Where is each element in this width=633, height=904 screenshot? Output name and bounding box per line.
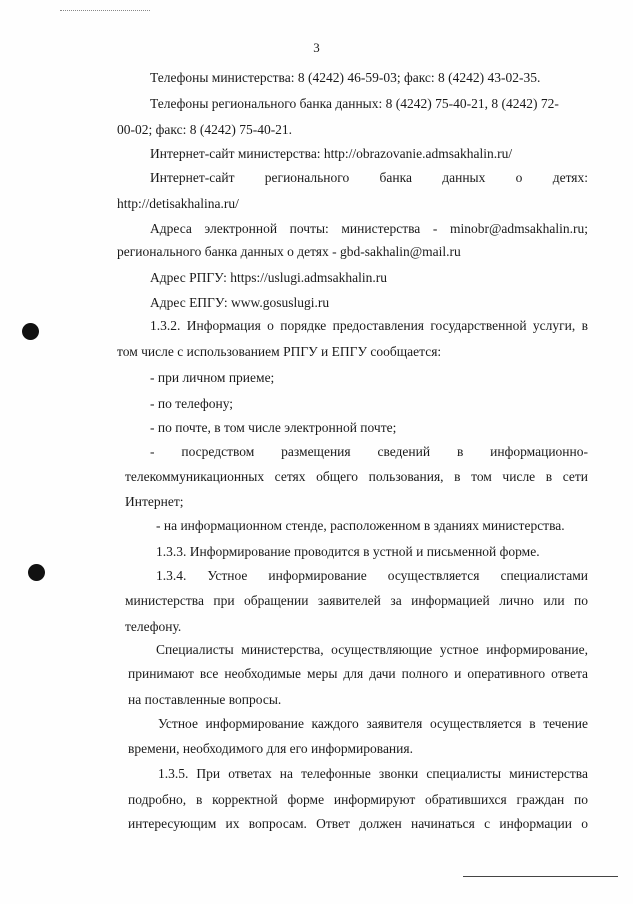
list-item: - при личном приеме; (150, 370, 275, 385)
text-line: Специалисты министерства, осуществляющие устное информирование, (156, 642, 588, 657)
text-line: времени, необходимого для его информирования. (128, 741, 413, 756)
punch-hole (28, 564, 45, 581)
text-line: Телефоны регионального банка данных: 8 (4242) 75-40-21, 8 (4242) 72- (150, 96, 559, 111)
page-number: 3 (313, 40, 320, 55)
text-line: 1.3.4. Устное информирование осуществляется специалистами (156, 568, 588, 583)
list-item: - посредством размещения сведений в информационно- (150, 444, 588, 459)
text-line: 1.3.5. При ответах на телефонные звонки специалисты министерства (158, 766, 588, 781)
text-line: Устное информирование каждого заявителя осуществляется в течение (158, 716, 588, 731)
list-item: - по телефону; (150, 396, 234, 411)
scan-edge-line (463, 876, 618, 877)
text-line: министерства при обращении заявителей за информацией лично или по (125, 593, 588, 608)
text-line: принимают все необходимые меры для дачи полного и оперативного ответа (128, 666, 588, 681)
text-line: Интернет-сайт регионального банка данных о детях: (150, 170, 588, 185)
text-line: Интернет-сайт министерства: http://obrazovanie.admsakhalin.ru/ (150, 146, 513, 161)
text-line: 1.3.2. Информация о порядке предоставления государственной услуги, в (150, 318, 588, 333)
text-line: Интернет; (125, 494, 184, 509)
text-line: Адреса электронной почты: министерства - minobr@admsakhalin.ru; (150, 221, 588, 236)
text-line: подробно, в корректной форме информируют обратившихся граждан по (128, 792, 588, 807)
text-line: на поставленные вопросы. (128, 692, 282, 707)
text-line: 1.3.3. Информирование проводится в устной и письменной форме. (156, 544, 540, 559)
scan-artifact (60, 10, 150, 11)
text-line: Телефоны министерства: 8 (4242) 46-59-03; факс: 8 (4242) 43-02-35. (150, 70, 541, 85)
text-line: http://detisakhalina.ru/ (117, 196, 239, 211)
text-line: интересующим их вопросам. Ответ должен начинаться с информации о (128, 816, 588, 831)
text-line: телефону. (125, 619, 182, 634)
text-line: 00-02; факс: 8 (4242) 75-40-21. (117, 122, 293, 137)
text-line: Адрес РПГУ: https://uslugi.admsakhalin.ru (150, 270, 388, 285)
list-item: - на информационном стенде, расположенном в зданиях министерства. (156, 518, 565, 533)
text-line: том числе с использованием РПГУ и ЕПГУ сообщается: (117, 344, 442, 359)
punch-hole (22, 323, 39, 340)
list-item: - по почте, в том числе электронной почте; (150, 420, 397, 435)
text-line: Адрес ЕПГУ: www.gosuslugi.ru (150, 295, 330, 310)
text-line: регионального банка данных о детях - gbd-sakhalin@mail.ru (117, 244, 461, 259)
text-line: телекоммуникационных сетях общего пользования, в том числе в сети (125, 469, 588, 484)
